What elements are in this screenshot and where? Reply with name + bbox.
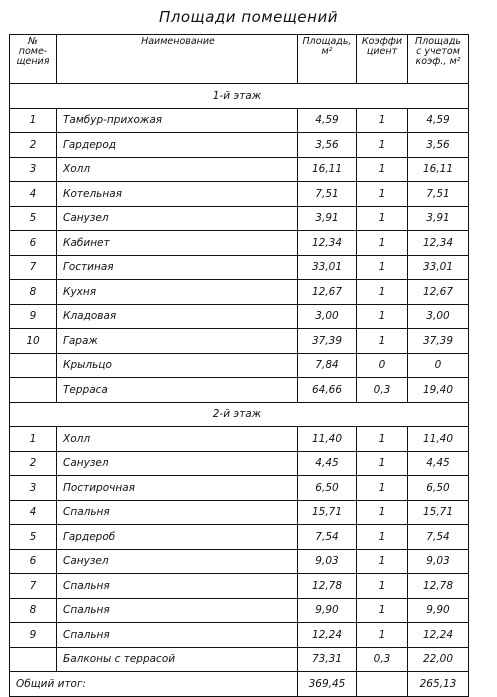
room-number: 10: [10, 329, 57, 354]
room-area: 3,56: [298, 133, 357, 158]
room-name: Кухня: [57, 280, 298, 305]
room-area: 16,11: [298, 157, 357, 182]
table-row: [10, 574, 469, 599]
room-area: 37,39: [298, 329, 357, 354]
room-number: [10, 378, 57, 403]
room-name: Гостиная: [57, 255, 298, 280]
room-adjusted-area: 16,11: [408, 157, 469, 182]
room-area: 7,51: [298, 182, 357, 207]
table-body: [10, 84, 469, 697]
room-coefficient: 1: [357, 280, 408, 305]
table-header-row: [10, 35, 469, 84]
room-name: Гараж: [57, 329, 298, 354]
room-area: 6,50: [298, 476, 357, 501]
room-number: 5: [10, 525, 57, 550]
table-row: [10, 525, 469, 550]
table-row: [10, 133, 469, 158]
room-coefficient: 1: [357, 427, 408, 452]
room-adjusted-area: 11,40: [408, 427, 469, 452]
room-area: 7,84: [298, 353, 357, 378]
room-name: Санузел: [57, 451, 298, 476]
room-area: 3,91: [298, 206, 357, 231]
room-area: 7,54: [298, 525, 357, 550]
room-adjusted-area: 7,54: [408, 525, 469, 550]
room-name: Спальня: [57, 598, 298, 623]
room-name: Терраса: [57, 378, 298, 403]
section-floor-2: [10, 402, 469, 427]
room-adjusted-area: 37,39: [408, 329, 469, 354]
room-number: 7: [10, 255, 57, 280]
room-area: 11,40: [298, 427, 357, 452]
room-area: 15,71: [298, 500, 357, 525]
room-name: Котельная: [57, 182, 298, 207]
room-number: 5: [10, 206, 57, 231]
room-adjusted-area: 3,91: [408, 206, 469, 231]
room-area: 12,78: [298, 574, 357, 599]
table-row: [10, 329, 469, 354]
room-number: 1: [10, 427, 57, 452]
table-row: [10, 476, 469, 501]
room-coefficient: 1: [357, 500, 408, 525]
room-adjusted-area: 7,51: [408, 182, 469, 207]
room-number: [10, 353, 57, 378]
room-adjusted-area: 12,24: [408, 623, 469, 648]
section-label: 2-й этаж: [10, 402, 469, 427]
room-name: Гардероб: [57, 525, 298, 550]
table-row: [10, 353, 469, 378]
table-row: [10, 623, 469, 648]
room-coefficient: 1: [357, 574, 408, 599]
room-area: 4,45: [298, 451, 357, 476]
room-area: 9,90: [298, 598, 357, 623]
room-name: Спальня: [57, 574, 298, 599]
table-row: [10, 182, 469, 207]
table-row: [10, 206, 469, 231]
room-number: 4: [10, 182, 57, 207]
room-name: Гардерод: [57, 133, 298, 158]
room-name: Постирочная: [57, 476, 298, 501]
room-adjusted-area: 22,00: [408, 647, 469, 672]
room-coefficient: 1: [357, 451, 408, 476]
room-name: Санузел: [57, 206, 298, 231]
room-area: 64,66: [298, 378, 357, 403]
room-coefficient: 1: [357, 206, 408, 231]
room-adjusted-area: 3,00: [408, 304, 469, 329]
room-name: Крыльцо: [57, 353, 298, 378]
room-adjusted-area: 9,03: [408, 549, 469, 574]
room-number: 3: [10, 157, 57, 182]
table-row: [10, 231, 469, 256]
table-row: [10, 108, 469, 133]
room-adjusted-area: 12,67: [408, 280, 469, 305]
room-coefficient: 0,3: [357, 647, 408, 672]
room-adjusted-area: 12,34: [408, 231, 469, 256]
room-coefficient: 0,3: [357, 378, 408, 403]
total-area: 369,45: [298, 672, 357, 697]
room-coefficient: 1: [357, 598, 408, 623]
room-name: Санузел: [57, 549, 298, 574]
room-coefficient: 1: [357, 525, 408, 550]
room-area: 33,01: [298, 255, 357, 280]
room-coefficient: 1: [357, 476, 408, 501]
room-number: 4: [10, 500, 57, 525]
section-floor-1: [10, 84, 469, 109]
room-name: Спальня: [57, 500, 298, 525]
room-coefficient: 1: [357, 304, 408, 329]
room-coefficient: 1: [357, 255, 408, 280]
room-adjusted-area: 6,50: [408, 476, 469, 501]
room-name: Холл: [57, 427, 298, 452]
room-area: 12,67: [298, 280, 357, 305]
room-number: 9: [10, 304, 57, 329]
room-adjusted-area: 0: [408, 353, 469, 378]
table-row: [10, 157, 469, 182]
room-number: 1: [10, 108, 57, 133]
room-coefficient: 1: [357, 329, 408, 354]
total-adjusted-area: 265,13: [408, 672, 469, 697]
room-number: 7: [10, 574, 57, 599]
header-room-number: № поме- щения: [10, 35, 57, 84]
header-area: Площадь, м²: [298, 35, 357, 84]
table-row: [10, 549, 469, 574]
room-area: 12,24: [298, 623, 357, 648]
room-adjusted-area: 12,78: [408, 574, 469, 599]
room-number: 9: [10, 623, 57, 648]
room-adjusted-area: 4,45: [408, 451, 469, 476]
room-adjusted-area: 4,59: [408, 108, 469, 133]
room-coefficient: 1: [357, 108, 408, 133]
room-areas-table: [9, 34, 469, 697]
room-coefficient: 1: [357, 549, 408, 574]
room-coefficient: 1: [357, 182, 408, 207]
table-row: [10, 255, 469, 280]
total-label: Общий итог:: [10, 672, 298, 697]
room-area: 9,03: [298, 549, 357, 574]
room-name: Кабинет: [57, 231, 298, 256]
table-row: [10, 304, 469, 329]
header-coefficient: Коэффи циент: [357, 35, 408, 84]
room-area: 12,34: [298, 231, 357, 256]
room-area: 3,00: [298, 304, 357, 329]
room-number: 8: [10, 280, 57, 305]
room-coefficient: 1: [357, 623, 408, 648]
total-row: [10, 672, 469, 697]
room-name: Кладовая: [57, 304, 298, 329]
room-number: 3: [10, 476, 57, 501]
table-row: [10, 451, 469, 476]
room-number: 2: [10, 451, 57, 476]
room-adjusted-area: 33,01: [408, 255, 469, 280]
total-coefficient: [357, 672, 408, 697]
header-adjusted-area: Площадь с учетом коэф., м²: [408, 35, 469, 84]
room-number: [10, 647, 57, 672]
room-number: 6: [10, 231, 57, 256]
room-number: 2: [10, 133, 57, 158]
header-name: Наименование: [57, 35, 298, 84]
room-adjusted-area: 15,71: [408, 500, 469, 525]
room-coefficient: 1: [357, 231, 408, 256]
room-coefficient: 1: [357, 133, 408, 158]
table-row: [10, 378, 469, 403]
room-adjusted-area: 19,40: [408, 378, 469, 403]
room-coefficient: 1: [357, 157, 408, 182]
room-coefficient: 0: [357, 353, 408, 378]
room-adjusted-area: 9,90: [408, 598, 469, 623]
table-row: [10, 280, 469, 305]
room-name: Спальня: [57, 623, 298, 648]
table-row: [10, 427, 469, 452]
room-name: Балконы с террасой: [57, 647, 298, 672]
table-row: [10, 500, 469, 525]
room-adjusted-area: 3,56: [408, 133, 469, 158]
table-row: [10, 647, 469, 672]
room-area: 4,59: [298, 108, 357, 133]
room-name: Тамбур-прихожая: [57, 108, 298, 133]
room-number: 8: [10, 598, 57, 623]
table-row: [10, 598, 469, 623]
room-number: 6: [10, 549, 57, 574]
section-label: 1-й этаж: [10, 84, 469, 109]
page-title: Площади помещений: [159, 8, 338, 26]
room-area: 73,31: [298, 647, 357, 672]
room-name: Холл: [57, 157, 298, 182]
